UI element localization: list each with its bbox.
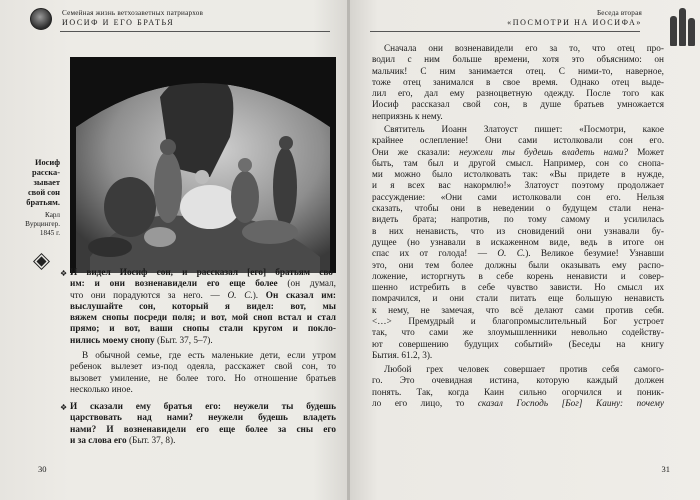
text-line: мальчик! С ним занимается отец. С ними-то, наверное, <box>372 66 664 77</box>
right-running-head-line2: «ПОСМОТРИ НА ИОСИФА» <box>507 18 642 27</box>
text-line: Сначала они возненавидели его за то, что отец про- <box>384 44 664 54</box>
text-line: Святитель Иоанн Златоуст пишет: «Посмотри, какое <box>384 125 664 135</box>
text-line: видеть брата; напротив, по тому самому и усилилась <box>372 215 664 226</box>
text-line: <…> Премудрый и благопромыслительный Бог устроет <box>372 317 664 328</box>
right-page <box>350 0 700 500</box>
text-line: сказать, чтобы они в неведении о будущем стали нена- <box>372 204 664 215</box>
caption-title-line: свой сон <box>27 188 60 197</box>
text-line: вяжем снопы посреди поля; и вот, мой сноп встал и стал <box>70 313 336 324</box>
text-line: неприязнь к нему. <box>372 111 443 122</box>
left-header-rule <box>60 31 330 32</box>
caption-title-line: Иосиф <box>34 158 60 167</box>
caption-credit-line: 1845 г. <box>39 229 60 237</box>
painting-caption <box>16 158 60 238</box>
right-header-rule <box>370 31 640 32</box>
text-line: дущее (но узнавали в искаженном виде, ведь в итоге он <box>372 237 664 248</box>
caption-title <box>16 158 60 208</box>
text-line: ют совершению будущих событий» (Беседы на книгу <box>372 339 664 350</box>
right-paragraph-3 <box>372 365 664 410</box>
caption-credit-line: Вурцингер. <box>25 220 60 228</box>
text-line: им: и они возненавидели его еще более (он думал, <box>70 279 336 290</box>
text-line: это, они тем более должны были оказывать ему распо- <box>372 260 664 271</box>
caption-title-line: расска- <box>32 168 60 177</box>
text-line: прямо; и вот, ваши снопы стали кругом и покло- <box>70 324 336 335</box>
scripture-quote-1 <box>60 268 336 347</box>
text-line: В обычной семье, где есть маленькие дети, если утром <box>82 351 336 361</box>
painting-illustration-icon <box>70 57 336 273</box>
text-line: спас их от голода! — О. С.). Великое безумие! Узнавши <box>372 249 664 260</box>
text-line: нились моему снопу (Быт. 37, 5–7). <box>70 335 213 346</box>
left-page <box>0 0 348 500</box>
diamond-bullet-icon: ❖ <box>60 269 68 278</box>
text-line: крайнее ослепление! Они сами истолковали сон его. <box>372 136 664 147</box>
left-paragraph <box>70 351 336 396</box>
caption-credit-line: Карл <box>45 211 60 219</box>
right-running-head <box>507 9 642 27</box>
text-line: вызовет умиление, не более того. Но отношение братьев <box>70 373 336 384</box>
text-line: царствовать над нами? неужели будешь владеть <box>70 413 336 424</box>
left-running-head-line1: Семейная жизнь ветхозаветных патриархов <box>62 9 204 17</box>
text-line: тоже отец занимался в свое время. Однако отец выде- <box>372 77 664 88</box>
text-line: И сказали ему братья его: неужели ты будешь <box>70 402 336 412</box>
right-running-head-line1: Беседа вторая <box>596 9 642 17</box>
text-line: Бытия. 61.2, 3). <box>372 350 433 361</box>
text-line: ми можно было истолковать так: «Вы придете в нужде, <box>372 170 664 181</box>
text-line: рассуждение: «Они сами истолковали сон его. Нельзя <box>372 192 664 203</box>
figures-ornament-icon <box>670 4 696 46</box>
text-line: го. Это очевидная истина, которую каждый должен <box>372 376 664 387</box>
caption-credit <box>16 211 60 238</box>
left-running-head <box>62 9 203 27</box>
text-line: и я всех вас накормлю!» Златоуст поэтому продолжает <box>372 181 664 192</box>
text-line: нами? И возненавидели его еще более за сны его <box>70 424 336 435</box>
text-line: ребенок вылезет из-под одеяла, расскажет свой сон, то <box>70 362 336 373</box>
text-line: Иосиф рассказал свой сон, в душе братьев умножается <box>372 100 664 111</box>
text-line: понять. Так, когда Каин сильно огорчился и поник- <box>372 387 664 398</box>
text-line: так, что сами же злоумышленники невольно содейству- <box>372 328 664 339</box>
text-line: Они же сказали: неужели ты будешь владеть нами? Может <box>372 147 664 158</box>
text-line: выслушайте сон, который я видел: вот, мы <box>70 301 336 312</box>
text-line: что они порадуются за него. — О. С.). Он сказал им: <box>70 290 336 301</box>
painting-image <box>70 57 336 273</box>
text-line: ло его лицо, то сказал Господь [Бог] Каину: почему <box>372 398 664 409</box>
caption-title-line: зывает <box>33 178 60 187</box>
diamond-ornament-icon <box>37 257 47 267</box>
diamond-bullet-icon: ❖ <box>60 403 68 412</box>
caption-title-line: братьям. <box>26 198 60 207</box>
text-line: помрачился, и они стали питать еще большую ненависть <box>372 294 664 305</box>
scripture-quote-2 <box>60 402 336 447</box>
text-line: и за слова его (Быт. 37, 8). <box>70 435 176 446</box>
right-paragraph-2 <box>372 125 664 362</box>
text-line: быть, там был и другой смысл. Например, сон со снопа- <box>372 158 664 169</box>
page-number-left: 30 <box>38 464 47 474</box>
text-line: лил его, дал ему разноцветную одежду. После того как <box>372 89 664 100</box>
left-running-head-line2: ИОСИФ И ЕГО БРАТЬЯ <box>62 18 175 27</box>
text-line: к нему, не замечая, что всё делают сами против себя. <box>372 305 664 316</box>
text-line: водил с ним больше времени, хотя это объяснимо: он <box>372 55 664 66</box>
text-line: несколько иное. <box>70 384 133 395</box>
medallion-icon <box>30 8 52 30</box>
text-line: в них ненависть, что из сновидений они узнавали бу- <box>372 226 664 237</box>
text-line: И видел Иосиф сон, и рассказал [его] братьям сво- <box>70 268 336 278</box>
page-number-right: 31 <box>661 464 670 474</box>
text-line: ложение, исторгнуть в себе корень ненависти и совер- <box>372 271 664 282</box>
right-paragraph-1 <box>372 44 664 123</box>
text-line: Любой грех человек совершает против себя самого- <box>384 365 664 375</box>
text-line: шенно истребить в себе чувство зависти. Но смысл их <box>372 283 664 294</box>
